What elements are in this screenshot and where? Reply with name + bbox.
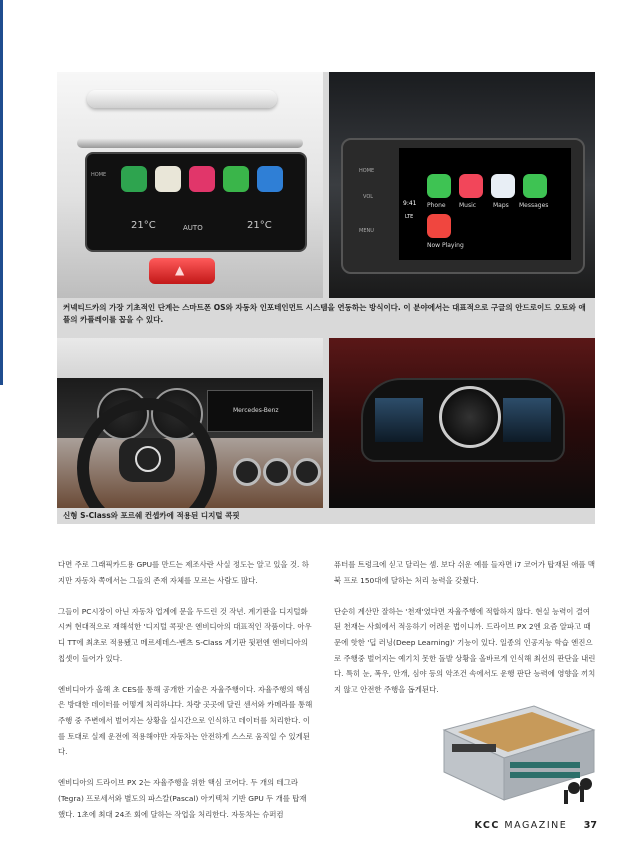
infotainment-screen — [85, 152, 307, 252]
head-unit-bezel — [341, 138, 585, 274]
temp-right: 21°C — [247, 220, 272, 231]
round-vent — [263, 458, 291, 486]
home-label: HOME — [91, 172, 107, 178]
cluster-left-screen — [375, 398, 423, 442]
paragraph: 다면 주로 그래픽카드용 GPU를 만드는 제조사란 사실 정도는 알고 있을 것. 하지만 자동차 쪽에서는 그들의 존재 자체를 모르는 사람도 많다. — [58, 560, 309, 585]
messages-app-label: Messages — [519, 202, 549, 209]
clock: 9:41 — [403, 200, 417, 207]
page-number: 37 — [583, 820, 597, 831]
network-label: LTE — [405, 214, 414, 220]
paragraph: 엔비디아의 드라이브 PX 2는 자율주행을 위한 핵심 코어다. 두 개의 테그라(Tegra) 프로세서와 별도의 파스칼(Pascal) 아키텍처 기반 GPU 두 개를 탑재했다. 1초에 최대 24조 회에 달하는 작업을 처리한다. 자동차는 슈퍼컴 — [58, 778, 307, 819]
carplay-photo — [329, 72, 595, 298]
round-vent — [293, 458, 321, 486]
cluster-right-screen — [503, 398, 551, 442]
music-app-label: Music — [459, 202, 477, 209]
paragraph: 그들이 PC시장이 아닌 자동차 업계에 문을 두드린 것 작년. 계기판을 디지털화 시켜 현대적으로 재해석한 '디지털 콕핏'은 엔비디아의 대표적인 작품이다. 아우디 TT에 최초로 적용됐고 메르세데스-벤츠 S-Class 계기판 뒷편엔 엔비디아의 칩셋이 들어가 있다. — [58, 606, 312, 663]
music-app-icon — [189, 166, 215, 192]
climate-mode: AUTO — [183, 224, 203, 232]
now-playing-app-icon — [427, 214, 451, 238]
footer-brand: KCC — [474, 820, 500, 831]
carplay-screen — [399, 148, 571, 260]
music-app-icon — [459, 174, 483, 198]
maps-app-icon — [491, 174, 515, 198]
paragraph: 엔비디아가 올해 초 CES를 통해 공개한 기술은 자율주행이다. 자율주행의 핵심은 방대한 데이터를 어떻게 처리하냐다. 차량 곳곳에 달린 센서와 카메라를 통해 주행 중 주변에서 벌어지는 상황을 실시간으로 인식하고 데이터를 처리한다. 이를 토대로 실제 운전에 적용해야만 자동차는 안전하게 스스로 움직일 수 있게된다. — [58, 684, 313, 757]
side-menu-label: MENU — [359, 228, 374, 234]
mercedes-cockpit-photo — [57, 338, 323, 508]
maps-app-label: Maps — [493, 202, 509, 209]
digital-cluster — [361, 378, 565, 462]
page-footer — [475, 820, 598, 831]
body-column-right — [334, 557, 596, 713]
side-vol-label: VOL — [363, 194, 374, 200]
bottom-caption: 신형 S-Class와 포르쉐 컨셉카에 적용된 디지털 콕핏 — [63, 511, 240, 520]
body-column-left — [58, 557, 313, 838]
left-accent-bar — [0, 0, 3, 385]
maps-app-icon — [155, 166, 181, 192]
phone-app-label: Phone — [427, 202, 446, 209]
now-playing-app-label: Now Playing — [427, 242, 464, 249]
round-vent — [233, 458, 261, 486]
center-dial — [439, 386, 501, 448]
drive-px2-module-image — [424, 700, 600, 806]
bottom-photo-block — [57, 338, 595, 524]
center-console-photo — [57, 72, 323, 298]
console-trim — [77, 138, 303, 148]
messages-app-icon — [523, 174, 547, 198]
messages-app-icon — [223, 166, 249, 192]
footer-magazine: MAGAZINE — [504, 820, 568, 831]
porsche-cockpit-photo — [329, 338, 595, 508]
display-brand-text: Mercedes-Benz — [233, 407, 279, 414]
side-home-label: HOME — [359, 168, 375, 174]
search-app-icon — [257, 166, 283, 192]
paragraph: 단순히 계산만 잘하는 '천재'였다면 자율주행에 적합하지 않다. 현실 능력이 결여된 천재는 사회에서 적응하기 어려운 법이니까. 드라이브 PX 2엔 요즘 알파고 때문에 핫한 '딥 러닝(Deep Learning)' 기능이 있다. 일종의 인공지능 학습 엔진으로 주행중 벌어지는 예기치 못한 돌발 상황을 올바르게 인식해 최선의 판단을 내린다. 특히 눈, 폭우, 안개, 심야 등의 악조건 속에서도 운행 판단 능력에 영향을 끼치지 않고 안전한 주행을 돕게된다. — [334, 606, 596, 694]
air-vent — [87, 90, 277, 108]
top-caption: 커넥티드카의 가장 기초적인 단계는 스마트폰 OS와 자동차 인포테인먼트 시스템을 연동하는 방식이다. 이 분야에서는 대표적으로 구글의 안드로이드 오토와 애플의 카플레이를 꼽을 수 있다. — [63, 303, 586, 324]
hazard-button — [149, 258, 215, 284]
temp-left: 21°C — [131, 220, 156, 231]
phone-app-icon — [427, 174, 451, 198]
paragraph: 퓨터를 트렁크에 싣고 달리는 셈. 보다 쉬운 예를 들자면 i7 코어가 탑재된 애플 맥북 프로 150대에 달하는 처리 능력을 갖췄다. — [334, 560, 595, 585]
top-photo-block — [57, 72, 595, 340]
phone-app-icon — [121, 166, 147, 192]
mercedes-star-icon — [135, 446, 161, 472]
